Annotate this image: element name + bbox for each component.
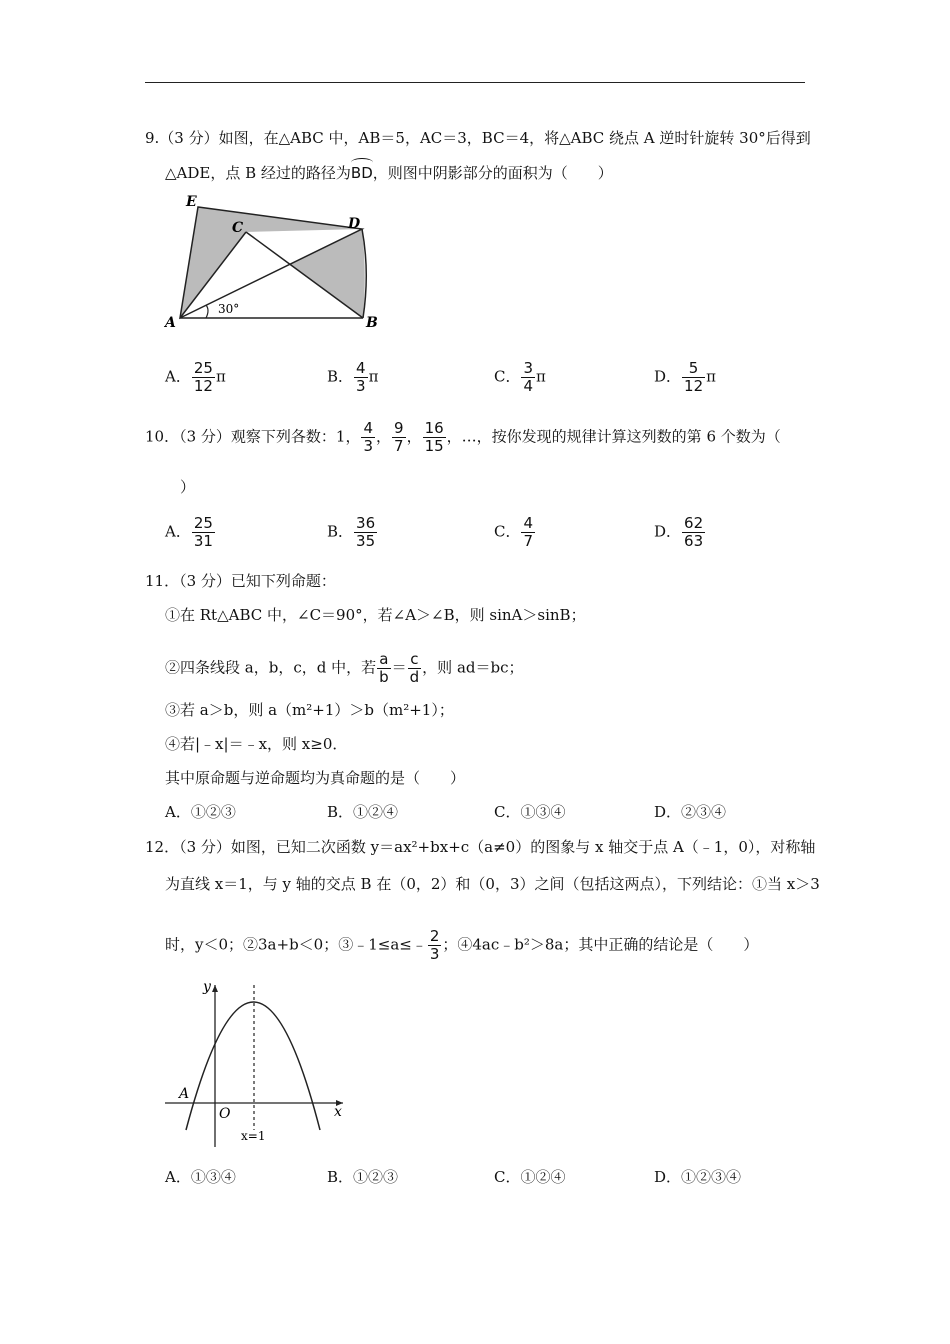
q9-option-b[interactable]: B． $\frac{4}{3}$ π [327, 359, 379, 395]
q12-option-a[interactable]: A．①③④ [165, 1168, 236, 1186]
q9-option-a[interactable]: A． $\frac{25}{12}$ π [165, 359, 226, 395]
q11-option-a[interactable]: A．①②③ [165, 803, 236, 821]
q9-option-d[interactable]: D． $\frac{5}{12}$ π [654, 359, 716, 395]
q11-option-b[interactable]: B．①②④ [327, 803, 399, 821]
q12-line2: 为直线 x＝1，与 y 轴的交点 B 在（0，2）和（0，3）之间（包括这两点），下列结论：①当 x＞3 [165, 875, 820, 893]
header-rule [145, 82, 805, 83]
arc-bd: BD [350, 164, 373, 182]
q11-proposition-3: ③若 a＞b，则 a（m²+1）＞b（m²+1）； [165, 701, 454, 719]
q9-line1: 9.（3 分）如图，在△ABC 中，AB＝5，AC＝3，BC＝4，将△ABC 绕点 A 逆时针旋转 30°后得到 [145, 129, 811, 147]
label-O: O [219, 1106, 231, 1122]
q12-line3: 时，y＜0；②3a+b＜0；③﹣1≤a≤﹣ $\frac{2}{3}$ ；④4ac﹣b²＞8a；其中正确的结论是（ ） [165, 927, 759, 963]
q9-figure [155, 190, 395, 335]
label-D: D [348, 216, 361, 232]
q11-proposition-2: ②四条线段 a，b，c，d 中，若 $\frac{a}{b}$ ＝ $\frac{c}{d}$ ，则 ad＝bc； [165, 650, 524, 686]
label-axis: x=1 [241, 1129, 266, 1143]
q11-ask: 其中原命题与逆命题均为真命题的是（ ） [165, 769, 466, 787]
q11-proposition-4: ④若|﹣x|＝﹣x，则 x≥0． [165, 735, 348, 753]
label-A: A [179, 1086, 190, 1102]
label-A: A [165, 315, 176, 331]
q10-option-c[interactable]: C． $\frac{4}{7}$ [494, 514, 534, 550]
q11-title: 11．（3 分）已知下列命题： [145, 572, 336, 590]
q9-line2: △ADE，点 B 经过的路径为BD，则图中阴影部分的面积为（ ） [165, 164, 613, 182]
label-C: C [232, 220, 244, 236]
q11-proposition-1: ①在 Rt△ABC 中，∠C＝90°，若∠A＞∠B，则 sinA＞sinB； [165, 606, 586, 624]
q12-line1: 12．（3 分）如图，已知二次函数 y＝ax²+bx+c（a≠0）的图象与 x 轴交于点 A（﹣1，0），对称轴 [145, 838, 816, 856]
q10-line2: ） [180, 478, 196, 496]
label-angle: 30° [218, 302, 240, 316]
label-x: x [334, 1104, 342, 1120]
q12-option-c[interactable]: C．①②④ [494, 1168, 566, 1186]
q11-option-d[interactable]: D．②③④ [654, 803, 727, 821]
q12-figure [160, 972, 360, 1150]
q11-option-c[interactable]: C．①③④ [494, 803, 566, 821]
q10-option-d[interactable]: D． $\frac{62}{63}$ [654, 514, 704, 550]
label-y: y [203, 979, 211, 995]
q10-option-b[interactable]: B． $\frac{36}{35}$ [327, 514, 376, 550]
label-E: E [186, 194, 197, 210]
q9-option-c[interactable]: C． $\frac{3}{4}$ π [494, 359, 546, 395]
label-B: B [366, 315, 378, 331]
q12-option-d[interactable]: D．①②③④ [654, 1168, 742, 1186]
q10-option-a[interactable]: A． $\frac{25}{31}$ [165, 514, 213, 550]
q10-line1: 10．（3 分）观察下列各数：1， $\frac{4}{3}$ ， $\frac{9}{7}$ ， $\frac{16}{15}$ ，…，按你发现的规律计算这列数的第 6 个数为（ [145, 419, 781, 455]
q12-option-b[interactable]: B．①②③ [327, 1168, 399, 1186]
